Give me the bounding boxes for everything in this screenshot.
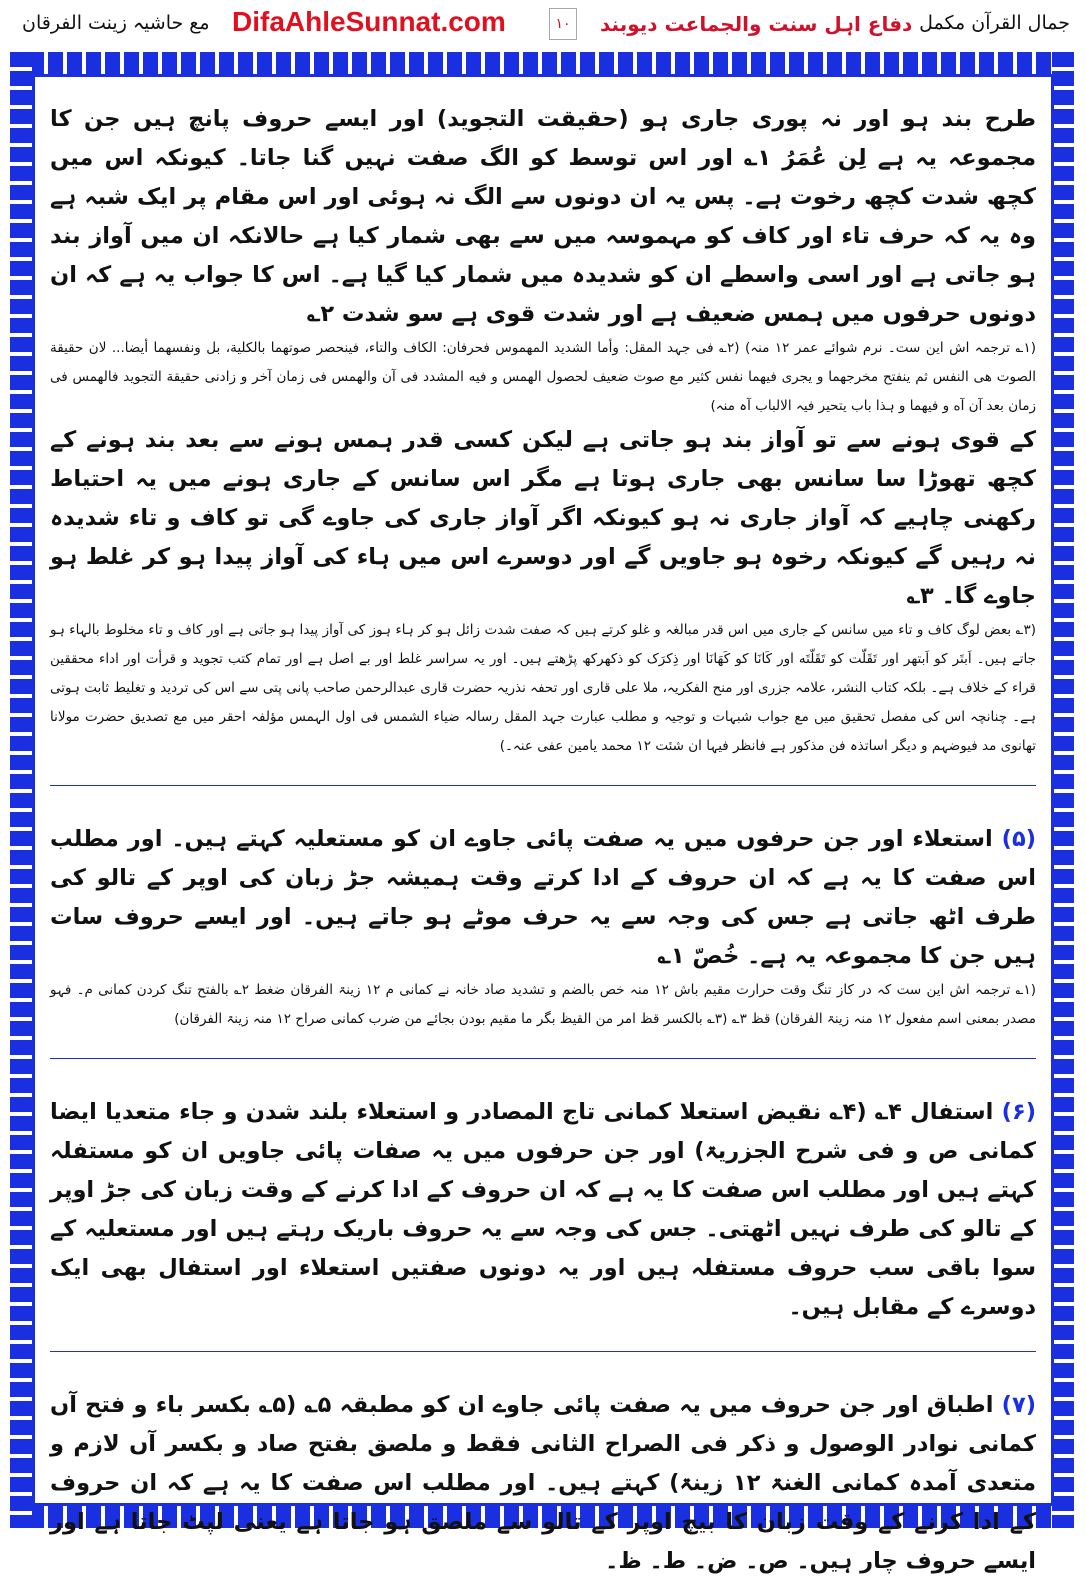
intro-text-continued: کے قوی ہونے سے تو آواز بند ہو جاتی ہے لیکن کسی قدر ہمس ہونے سے بعد بند ہونے کے کچھ تھوڑا سا سانس بھی جاری ہوتا ہے مگر اس سانس کے جاری ہونے میں یہ احتیاط رکھنی چاہیے کہ آواز جاری نہ ہو کیونکہ اگر آواز جاری کی جاوے گی تو کاف و تاء شدیدہ نہ رہیں گے کیونکہ رخوہ ہو جاویں گے اور دوسرے اس میں ہاء کی آواز پیدا ہو کر غلط ہو جاوے گا۔ ۳؎ [50, 427, 1036, 609]
section-number: (۵) [1001, 826, 1036, 852]
book-subtitle: مع حاشیہ زینت الفرقان [22, 12, 210, 34]
intro-text: طرح بند ہو اور نہ پوری جاری ہو (حقیقت التجوید) اور ایسے حروف پانچ ہیں جن کا مجموعہ یہ ہے لِن عُمَرُ ۱؎ اور اس توسط کو الگ صفت نہیں گنا جاتا۔ کیونکہ اس میں کچھ شدت کچھ رخوت ہے۔ پس یہ ان دونوں سے الگ نہ ہوئی اور اس مقام پر ایک شبہ ہے وہ یہ کہ حرف تاء اور کاف کو مہموسہ میں سے بھی شمار کیا ہے حالانکہ ان میں آواز بند ہو جاتی ہے اور اسی واسطے ان کو شدیدہ میں شمار کیا گیا ہے۔ اس کا جواب یہ ہے کہ ان دونوں حرفوں میں ہمس ضعیف ہے اور شدت قوی ہے سو شدت ۲؎ [50, 106, 1037, 327]
section-text: استعلاء اور جن حرفوں میں یہ صفت پائی جاوے ان کو مستعلیہ کہتے ہیں۔ اور مطلب اس صفت کا یہ ہے کہ ان حروف کے ادا کرتے وقت ہمیشہ جڑ زبان کی اوپر کے تالو کی طرف اٹھ جاتی ہے جس کی وجہ سے یہ حرف موٹے ہو جاتے ہیں۔ اور ایسے حروف سات ہیں جن کا مجموعہ یہ ہے۔ خُصّ ۱؎ [50, 826, 1036, 969]
section-intro [50, 100, 1036, 761]
section-istifal [50, 1093, 1036, 1327]
border-left [10, 52, 32, 1528]
section-divider [50, 1351, 1036, 1352]
section-text: اطباق اور جن حروف میں یہ صفت پائی جاوے ان کو مطبقہ ۵؎ (۵؎ بکسر باء و فتح آں کمانی نوادر الوصول و ذکر فی الصراح الثانی فقط و ملصق بفتح صاد و بکسر آں لازم و متعدی آمدہ کمانی الغنۃ ۱۲ زینۃ) کہتے ہیں۔ اور مطلب اس صفت کا یہ ہے کہ ان حروف کے ادا کرنے کے وقت زبان کا بیچ اوپر کے تالو سے ملصق ہو جاتا ہے یعنی لپٹ جاتا ہے اور ایسے حروف چار ہیں۔ ص۔ ض۔ ط۔ ظ۔ [50, 1392, 1036, 1574]
book-title: جمال القرآن مکمل [919, 12, 1070, 34]
site-url[interactable]: DifaAhleSunnat.com [232, 6, 506, 37]
intro-footnote: (۱؎ ترجمہ اش این ست۔ نرم شوائے عمر ۱۲ منہ) (۲؎ فی جہد المقل: وأما الشدید المهموس فحرفان: الکاف والتاء، فینحصر صوتهما بالکلیة، بل ونفسهما أیضا... لان حقیقة الصوت هی النفس ثم ینفتح مخرجهما و یجری فیهما نفس کثیر مع صوت ضعیف لحصول الهمس و فیه المشدد فی آن والهمس فی زمان آخر و زادنی حقیقة التجوید فالهمس فی زمان بعد آن آه و فیهما و ہذا باب یتحیر فیہ الالباب آہ منہ) [50, 340, 1036, 414]
section-number: (۷) [1001, 1392, 1036, 1418]
page-content [50, 100, 1037, 1574]
section-isti'la [50, 820, 1036, 1034]
section-footnote: (۱؎ ترجمہ اش این ست کہ در کاز تنگ وقت حرارت مقیم باش ۱۲ منہ خص بالضم و تشدید صاد خانہ نے کمانی م ۱۲ زینۃ الفرقان ضغط ۲؎ بالفتح تنگ کردن کمانی م۔ فہو مصدر بمعنی اسم مفعول ۱۲ منہ زینۃ الفرقان) قظ ۳؎ (۳؎ بالکسر قظ امر من القیظ بگر ما مقیم بودن بجائے من ضرب کمانی صراح ۱۲ منہ زینۃ الفرقان) [50, 982, 1036, 1027]
border-right [1052, 52, 1074, 1528]
page-header [0, 0, 1086, 52]
section-number: (۶) [1001, 1099, 1036, 1125]
site-title: دفاع اہل سنت والجماعت دیوبند [600, 12, 913, 36]
section-itbaq [50, 1386, 1036, 1581]
border-top [10, 52, 1074, 74]
section-divider [50, 1058, 1036, 1059]
section-divider [50, 785, 1036, 786]
intro-footnote-2: (۳؎ بعض لوگ کاف و تاء میں سانس کے جاری میں اس قدر مبالغہ و غلو کرتے ہیں کہ صفت شدت زائل ہو کر ہاء ہوز کی آواز پیدا ہو جاتی ہے اور کاف و تاء مخلوط بالہاء ہو جاتے ہیں۔ اَبتَر کو اَبتھر اور تَقَلّت کو تَقَلّتَه اور کَانَا کو کَهَانَا اور ذِکرَک کو ذکھرکھ پڑھتے ہیں۔ اور یہ سراسر غلط اور بے اصل ہے اور تمام کتب تجوید و قرأت اور اداء محققین قراء کے خلاف ہے۔ بلکہ کتاب النشر، علامہ جزری اور منح الفکریہ، ملا علی قاری اور تحفہ نذریہ حضرت قاری عبدالرحمن صاحب پانی پتی سے اس کی تردید و تغلیط ثابت ہوتی ہے۔ چنانچہ اس کی مفصل تحقیق میں مع جواب شبہات و توجیہ و مطلب عبارت جہد المقل رسالہ ضیاء الشمس فی اول الہمس مؤلفہ احقر میں مع تصدیق حضرت مولانا تھانوی مد فیوضہم و دیگر اساتذہ فن مذکور ہے فانظر فیہا ان شئت ۱۲ محمد یامین عفی عنہ۔) [50, 622, 1036, 754]
page-number: ۱۰ [549, 8, 577, 40]
section-text: استفال ۴؎ (۴؎ نقیض استعلا کمانی تاج المصادر و استعلاء بلند شدن و جاء متعدیا ایضا کمانی ص و فی شرح الجزریۃ) اور جن حرفوں میں یہ صفات پائی جاویں ان کو مستفلہ کہتے ہیں اور مطلب اس صفت کا یہ ہے کہ ان حروف کے ادا کرنے کے وقت زبان کی جڑ اوپر کے تالو کی طرف نہیں اٹھتی۔ جس کی وجہ سے یہ حروف باریک رہتے ہیں اور مستعلیہ کے سوا باقی سب حروف مستفلہ ہیں اور یہ دونوں صفتیں استعلاء اور استفال بھی ایک دوسرے کے مقابل ہیں۔ [50, 1099, 1036, 1320]
